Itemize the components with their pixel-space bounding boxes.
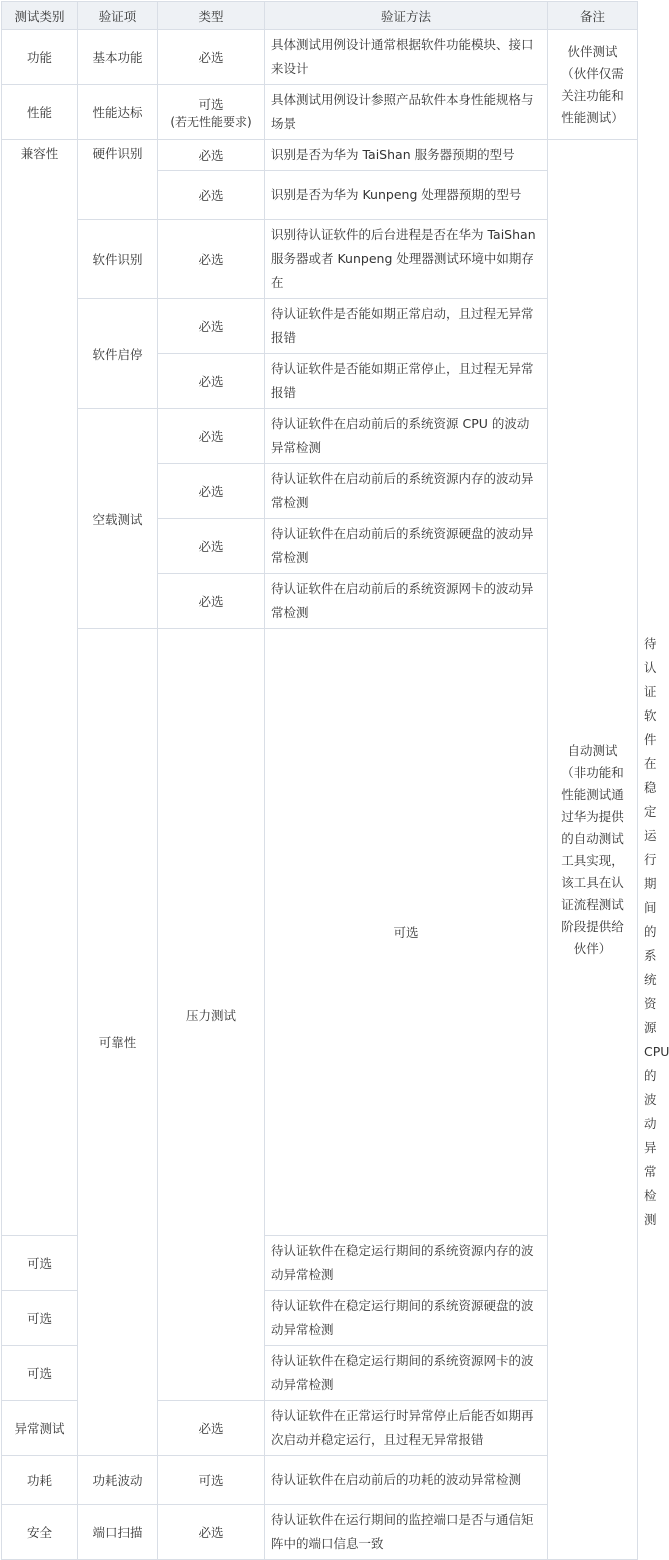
type-cell [158,85,265,140]
category-cell: 功能 [2,30,78,85]
item-cell: 功耗波动 [78,1456,158,1505]
category-label: 兼容性 [20,146,59,161]
note-line: 伙伴） [573,940,612,956]
verification-table-container [1,1,669,1560]
category-cell: 性能 [2,85,78,140]
category-cell [2,140,78,1236]
type-cell: 可选 [265,629,548,1236]
note-line: 性能测试） [561,109,624,125]
type-cell: 必选 [158,464,265,519]
note-line: 工具实现， [561,852,624,868]
category-cell: 可靠性 [78,629,158,1456]
method-cell: 待认证软件在稳定运行期间的系统资源内存的波动异常检测 [265,1236,548,1291]
note-line: 的自动测试 [561,830,624,846]
type-cell: 必选 [158,30,265,85]
type-cell: 必选 [158,220,265,299]
method-cell: 待认证软件在稳定运行期间的系统资源网卡的波动异常检测 [265,1346,548,1401]
type-cell: 必选 [158,519,265,574]
method-cell: 待认证软件是否能如期正常启动，且过程无异常报错 [265,299,548,354]
method-cell: 具体测试用例设计通常根据软件功能模块、接口来设计 [265,30,548,85]
note-line: 伙伴测试 [567,43,618,59]
header-category: 测试类别 [2,2,78,30]
method-cell: 待认证软件在正常运行时异常停止后能否如期再次启动并稳定运行，且过程无异常报错 [265,1401,548,1456]
type-cell: 必选 [158,1401,265,1456]
item-cell: 压力测试 [158,629,265,1401]
method-cell: 待认证软件在稳定运行期间的系统资源硬盘的波动异常检测 [265,1291,548,1346]
header-type: 类型 [158,2,265,30]
method-cell: 具体测试用例设计参照产品软件本身性能规格与场景 [265,85,548,140]
method-cell: 待认证软件在启动前后的功耗的波动异常检测 [265,1456,548,1505]
method-cell: 待认证软件在运行期间的监控端口是否与通信矩阵中的端口信息一致 [265,1505,548,1560]
method-cell: 待认证软件在启动前后的系统资源内存的波动异常检测 [265,464,548,519]
note-line: 性能测试通 [561,786,624,802]
type-cell: 必选 [158,409,265,464]
item-cell: 端口扫描 [78,1505,158,1560]
method-cell: 识别是否为华为 Kunpeng 处理器预期的型号 [265,171,548,220]
type-cell: 可选 [2,1236,78,1291]
method-cell: 识别是否为华为 TaiShan 服务器预期的型号 [265,140,548,171]
item-cell: 软件识别 [78,220,158,299]
type-cell: 可选 [2,1291,78,1346]
type-cell: 必选 [158,574,265,629]
item-cell: 空载测试 [78,409,158,629]
type-cell: 必选 [158,1505,265,1560]
type-sublabel: (若无性能要求) [170,114,252,129]
type-label: 可选 [198,96,224,112]
table-row: 可靠性 压力测试 可选 待认证软件在稳定运行期间的系统资源CPU的波动异常检测 [2,629,638,1236]
type-cell: 可选 [2,1346,78,1401]
header-item: 验证项 [78,2,158,30]
header-method: 验证方法 [265,2,548,30]
type-cell: 必选 [158,299,265,354]
table-row [2,85,638,140]
method-cell: 待认证软件在启动前后的系统资源硬盘的波动异常检测 [265,519,548,574]
note-line: 该工具在认 [561,874,624,890]
note-line: （非功能和 [561,764,624,780]
verification-table [1,1,669,1560]
type-cell: 必选 [158,171,265,220]
item-cell [78,140,158,220]
item-cell: 性能达标 [78,85,158,140]
table-header-row [2,2,638,30]
type-cell: 可选 [158,1456,265,1505]
table-row [2,140,638,171]
item-cell: 异常测试 [2,1401,78,1456]
table-row [2,1505,638,1560]
table-row [2,299,638,354]
header-note: 备注 [548,2,638,30]
table-row [2,409,638,464]
note-line: 证流程测试 [561,896,624,912]
note-line: （伙伴仅需 [561,65,624,81]
item-cell: 软件启停 [78,299,158,409]
table-row [2,30,638,85]
method-cell: 待认证软件在启动前后的系统资源网卡的波动异常检测 [265,574,548,629]
note-auto-test [548,140,638,1560]
table-row [2,1456,638,1505]
item-label: 硬件识别 [92,146,143,161]
note-line: 过华为提供 [561,808,624,824]
type-cell: 必选 [158,354,265,409]
method-cell: 识别待认证软件的后台进程是否在华为 TaiShan 服务器或者 Kunpeng 处理器测试环境中如期存在 [265,220,548,299]
table-row [2,220,638,299]
note-line: 关注功能和 [561,87,624,103]
item-cell: 基本功能 [78,30,158,85]
note-line: 自动测试 [567,742,618,758]
method-cell: 待认证软件在启动前后的系统资源 CPU 的波动异常检测 [265,409,548,464]
method-cell: 待认证软件是否能如期正常停止，且过程无异常报错 [265,354,548,409]
category-cell: 功耗 [2,1456,78,1505]
category-cell: 安全 [2,1505,78,1560]
type-cell: 必选 [158,140,265,171]
note-partner-test [548,30,638,140]
note-line: 阶段提供给 [561,918,624,934]
